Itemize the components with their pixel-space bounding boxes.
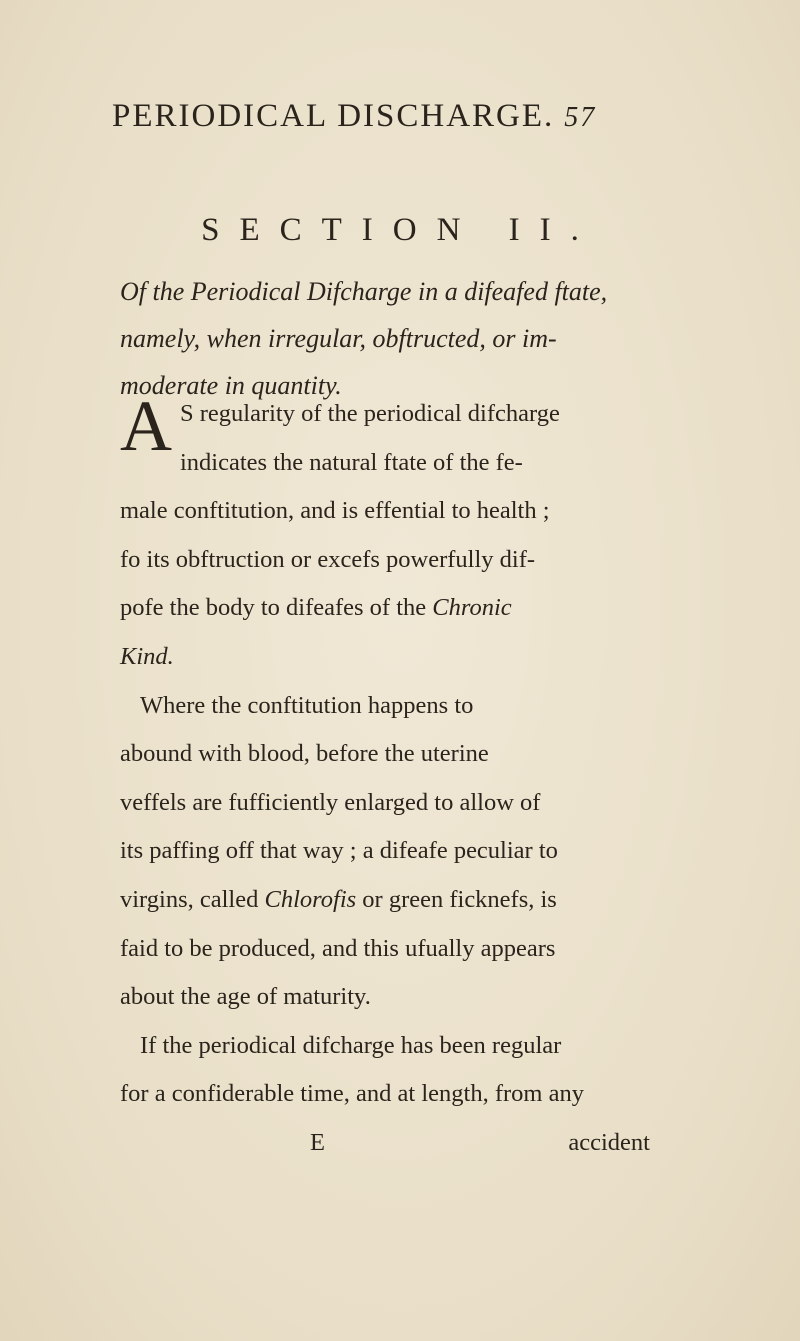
running-head — [112, 98, 596, 135]
text-line: fo its obftruction or excefs powerfully dif- — [120, 545, 536, 573]
text-line: about the age of maturity. — [120, 983, 371, 1011]
drop-cap: A — [120, 386, 172, 466]
paragraph — [120, 682, 680, 1022]
text-line: veffels are fufficiently enlarged to allow of — [120, 788, 541, 816]
text-line — [120, 876, 680, 925]
running-head-title: PERIODICAL DISCHARGE. — [112, 98, 555, 134]
text-run: or green ficknefs, is — [362, 885, 557, 913]
subtitle-line: moderate in quantity. — [120, 371, 342, 400]
subtitle-line: Of the Periodical Difcharge in a difeafed ftate, — [120, 277, 608, 306]
text-line: Kind. — [120, 642, 174, 670]
catchword: accident — [568, 1128, 650, 1156]
text-line: for a confiderable time, and at length, from any — [120, 1080, 584, 1108]
text-run: virgins, called — [120, 885, 259, 913]
page-number: 57 — [564, 102, 597, 133]
italic-term: Chronic — [432, 594, 512, 622]
section-heading: SECTION II. — [201, 212, 599, 248]
italic-term: Chlorofis — [264, 885, 357, 913]
text-line — [120, 584, 680, 633]
text-line: S regularity of the periodical difcharge — [180, 400, 560, 427]
text-line: faid to be produced, and this ufually appears — [120, 934, 556, 962]
text-line: abound with blood, before the uterine — [120, 740, 489, 768]
text-line: indicates the natural ftate of the fe- — [180, 448, 523, 476]
text-line: Where the conftitution happens to — [140, 691, 474, 719]
text-line: its paffing off that way ; a difeafe peculiar to — [120, 837, 558, 865]
paragraph — [120, 1022, 680, 1119]
page-footer — [120, 1119, 680, 1167]
text-run: pofe the body to difeafes of the — [120, 594, 427, 622]
section-subtitle — [120, 268, 680, 409]
signature-mark: E — [310, 1128, 325, 1156]
paragraph — [120, 386, 680, 682]
text-line: If the periodical difcharge has been regular — [140, 1031, 562, 1059]
subtitle-line: namely, when irregular, obftructed, or im- — [120, 324, 557, 353]
body-text — [120, 386, 680, 1167]
text-line: male conftitution, and is effential to health ; — [120, 497, 550, 525]
